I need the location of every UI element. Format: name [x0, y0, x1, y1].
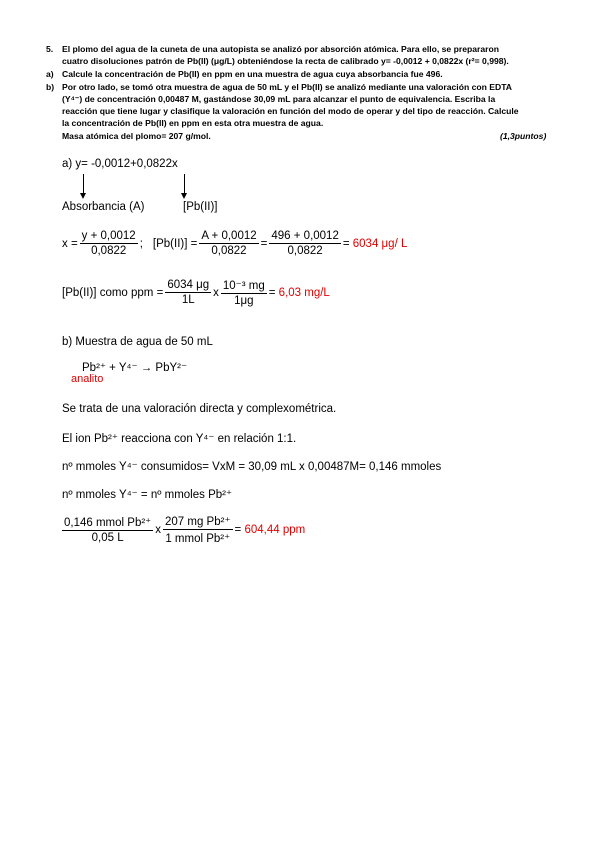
pb-denominator-1: 0,0822 — [211, 245, 247, 257]
ppm-result: 6,03 mg/L — [278, 286, 330, 299]
question-intro-line2: cuatro disoluciones patrón de Pb(II) (μg/L) obteniéndose la recta de calibrado y= -0,0012 + 0,0822x (r²= 0,998). — [62, 56, 509, 66]
pb-fraction-1 — [199, 230, 258, 257]
arrow-down-icon — [184, 174, 185, 194]
pb-numerator-1: A + 0,0012 — [201, 230, 257, 242]
final-numerator-1: 0,146 mmol Pb²⁺ — [64, 517, 152, 529]
x-equation: x = $\frac{y + 0,0012}{0,0822}$ ; [Pb(II)] = $\frac{A + 0,0012}{0,0822}$ = $\frac{496 + 0,0012}{0,0822}$ = 6034 μg/ L — [62, 230, 408, 257]
final-numerator-2: 207 mg Pb²⁺ — [165, 516, 231, 528]
ppm-denominator-1: 1L — [181, 294, 195, 306]
part-b-line2: (Y⁴⁻) de concentración 0,00487 M, gastándose 30,09 mL para alcanzar el punto de equivalencia. Escriba la — [62, 94, 496, 104]
concentration-label: [Pb(II)] — [183, 201, 218, 213]
ppm-denominator-2: 1μg — [234, 295, 254, 307]
x-numerator: y + 0,0012 — [81, 230, 136, 242]
final-denominator-2: 1 mmol Pb²⁺ — [165, 533, 231, 545]
pb-numerator-2: 496 + 0,0012 — [271, 230, 339, 242]
pb-fraction-2 — [269, 230, 340, 257]
x-eq-lhs: x = — [62, 237, 78, 250]
ratio-text: El ion Pb²⁺ reacciona con Y⁴⁻ en relación 1:1. — [62, 433, 297, 445]
part-b-line1: Por otro lado, se tomó otra muestra de agua de 50 mL y el Pb(II) se analizó mediante una valoración con EDTA — [62, 82, 513, 92]
part-b-label: b) — [46, 82, 55, 92]
mmoles-consumed: nº mmoles Y⁴⁻ consumidos= VxM = 30,09 mL x 0,00487M= 0,146 mmoles — [62, 461, 442, 473]
ppm-fraction-1 — [165, 279, 211, 306]
analito-label: analito — [71, 373, 104, 385]
part-a-label: a) — [46, 69, 54, 79]
reaction-equation: Pb²⁺ + Y⁴⁻ → PbY²⁻ — [82, 362, 188, 374]
ppm-numerator-1: 6034 μg — [167, 279, 210, 291]
question-number: 5. — [46, 44, 54, 54]
arrow-down-icon — [83, 174, 84, 194]
question-intro-line1: El plomo del agua de la cuneta de una autopista se analizó por absorción atómica. Para ello, se prepararon — [62, 44, 499, 54]
pb-denominator-2: 0,0822 — [287, 245, 323, 257]
final-fraction-1 — [62, 515, 153, 544]
ppm-numerator-2: 10⁻³ mg — [222, 280, 265, 292]
part-b-line4: la concentración de Pb(II) en ppm en esta otra muestra de agua. — [62, 118, 324, 128]
mmoles-equality: nº mmoles Y⁴⁻ = nº mmoles Pb²⁺ — [62, 489, 233, 501]
ppm-fraction-2 — [221, 278, 267, 307]
absorbance-label: Absorbancia (A) — [62, 201, 145, 213]
part-b-line3: reacción que tiene lugar y clasifique la valoración en función del modo de operar y del tipo de reacción. Calcule — [62, 106, 519, 116]
final-equation: $\frac{\text{0,146 mmol Pb²⁺}}{0,05 L}$ x $\frac{\text{207 mg Pb²⁺}}{\text{1 mmol Pb²⁺}}$ = 604,44 ppm — [64, 516, 306, 545]
x-fraction — [80, 230, 138, 257]
x-denominator: 0,0822 — [91, 245, 127, 257]
part-b-header: b) Muestra de agua de 50 mL — [62, 336, 213, 348]
classification-text: Se trata de una valoración directa y complexométrica. — [62, 403, 337, 415]
points-label: (1,3puntos) — [500, 131, 547, 141]
part-b-line5: Masa atómica del plomo= 207 g/mol. — [62, 131, 211, 141]
final-denominator-1: 0,05 L — [91, 532, 124, 544]
ppm-lhs: [Pb(II)] como ppm = — [62, 286, 164, 299]
final-fraction-2 — [163, 514, 233, 545]
pb-result: 6034 μg/ L — [352, 237, 408, 250]
calibration-equation: a) y= -0,0012+0,0822x — [62, 158, 178, 170]
part-a-text: Calcule la concentración de Pb(II) en ppm en una muestra de agua cuya absorbancia fue 496. — [62, 69, 443, 79]
final-result: 604,44 ppm — [244, 523, 306, 536]
ppm-equation: [Pb(II)] como ppm = $\frac{6034 \mu g}{1L}$ x $\frac{\text{10⁻³ mg}}{1\mu g}$ = 6,03 mg/L — [62, 279, 330, 307]
pb-eq-lhs: [Pb(II)] = — [152, 237, 198, 250]
